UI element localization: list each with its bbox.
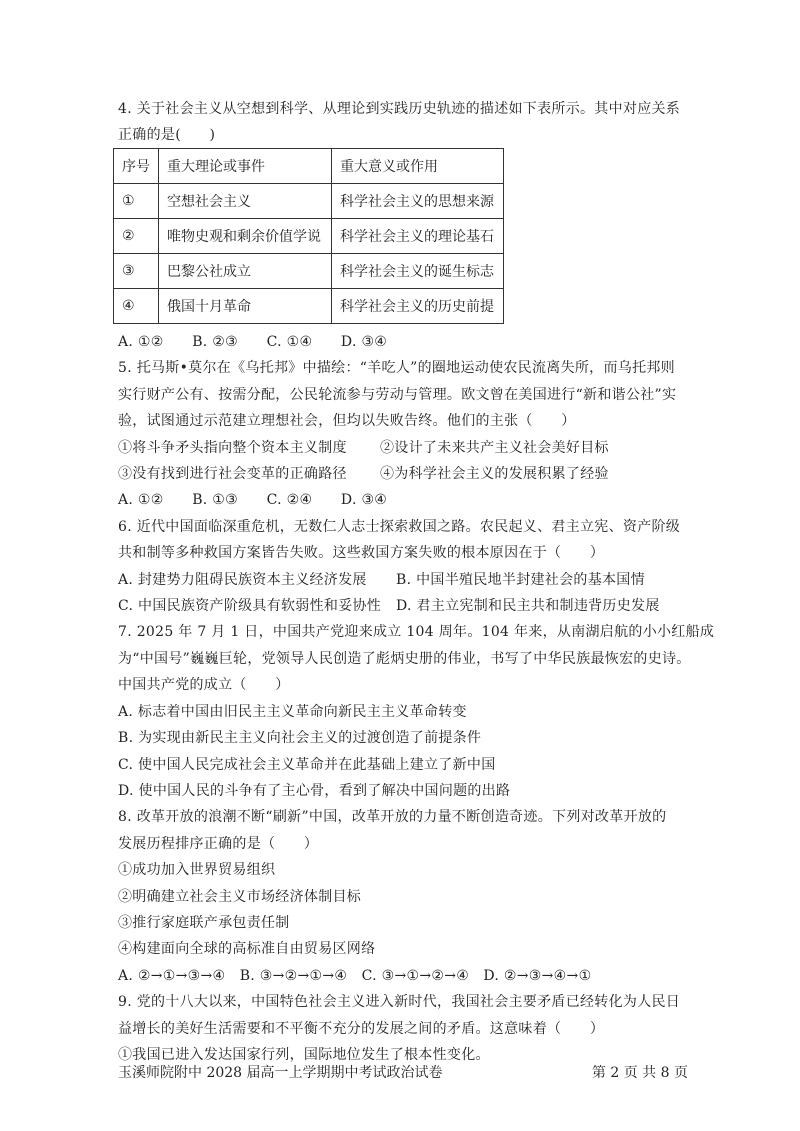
q5-statement: ①将斗争矛头指向整个资本主义制度	[118, 439, 347, 456]
table-cell: 科学社会主义的历史前提	[332, 289, 504, 324]
q4-stem-line: 正确的是( )	[118, 127, 216, 144]
q5-statement: ②设计了未来共产主义社会美好目标	[380, 439, 609, 456]
q7-stem-line: 中国共产党的成立（ ）	[118, 677, 290, 694]
q9-item: ①我国已进入发达国家行列，国际地位发生了根本性变化。	[118, 1046, 490, 1063]
q6-option: B. 中国半殖民地半封建社会的基本国情	[396, 571, 645, 588]
table-cell: 科学社会主义的理论基石	[332, 219, 504, 254]
table-header-row	[114, 149, 504, 184]
q5-stem-line: 5. 托马斯•莫尔在《乌托邦》中描绘：“羊吃人”的圈地运动使农民流离失所，而乌托邦则	[118, 360, 675, 377]
q8-item: ③推行家庭联产承包责任制	[118, 914, 290, 931]
table-cell: 唯物史观和剩余价值学说	[159, 219, 332, 254]
table-row	[114, 184, 504, 219]
q6-option-row	[118, 567, 688, 593]
q7-option: D. 使中国人民的斗争有了主心骨，看到了解决中国问题的出路	[118, 782, 511, 799]
table-header-cell: 重大意义或作用	[332, 149, 504, 184]
table-cell: ④	[114, 289, 159, 324]
q8-item: ①成功加入世界贸易组织	[118, 862, 276, 879]
q8-item: ④构建面向全球的高标准自由贸易区网络	[118, 941, 376, 958]
q6-stem-line: 共和制等多种救国方案皆告失败。这些救国方案失败的根本原因在于（ ）	[118, 545, 605, 562]
q5-statement: ④为科学社会主义的发展积累了经验	[380, 466, 609, 483]
table-cell: 巴黎公社成立	[159, 254, 332, 289]
q6-option: C. 中国民族资产阶级具有软弱性和妥协性	[118, 598, 382, 615]
questions-body	[118, 329, 715, 1068]
question-4-stem	[118, 96, 688, 149]
q5-stem-line: 实行财产公有、按需分配，公民轮流参与劳动与管理。欧文曾在美国进行“新和谐公社”实	[118, 386, 677, 403]
q5-statement-row	[118, 461, 688, 487]
q6-stem-line: 6. 近代中国面临深重危机，无数仁人志士探索救国之路。农民起义、君主立宪、资产阶级	[118, 518, 681, 535]
q5-statement: ③没有找到进行社会变革的正确路径	[118, 466, 347, 483]
q4-options: A. ①② B. ②③ C. ①④ D. ③④	[118, 334, 388, 350]
footer-page-number: 第 2 页 共 8 页	[591, 1065, 688, 1081]
q6-option: D. 君主立宪制和民主共和制违背历史发展	[396, 598, 660, 615]
q7-option: C. 使中国人民完成社会主义革命并在此基础上建立了新中国	[118, 756, 496, 773]
q8-item: ②明确建立社会主义市场经济体制目标	[118, 888, 362, 905]
table-row	[114, 254, 504, 289]
q7-stem-line: 为“中国号”巍巍巨轮，党领导人民创造了彪炳史册的伟业，书写了中华民族最恢宏的史诗。	[118, 650, 691, 667]
q6-option: A. 封建势力阻碍民族资本主义经济发展	[118, 571, 367, 588]
table-cell: ①	[114, 184, 159, 219]
q5-statement-row	[118, 435, 688, 461]
page-footer	[118, 1062, 688, 1082]
question-4-table	[113, 148, 504, 324]
q5-stem-line: 验，试图通过示范建立理想社会，但均以失败告终。他们的主张（ ）	[118, 413, 576, 430]
table-row	[114, 289, 504, 324]
q7-option: B. 为实现由新民主主义向社会主义的过渡创造了前提条件	[118, 730, 482, 747]
table-cell: 俄国十月革命	[159, 289, 332, 324]
table-cell: ②	[114, 219, 159, 254]
table-header-cell: 重大理论或事件	[159, 149, 332, 184]
table-cell: 空想社会主义	[159, 184, 332, 219]
q8-options: A. ②→①→③→④ B. ③→②→①→④ C. ③→①→②→④ D. ②→③→④→①	[118, 967, 592, 984]
table-cell: 科学社会主义的思想来源	[332, 184, 504, 219]
footer-exam-title: 玉溪师院附中 2028 届高一上学期期中考试政治试卷	[118, 1065, 443, 1081]
q7-stem-line: 7. 2025 年 7 月 1 日，中国共产党迎来成立 104 周年。104 年来，从南湖启航的小小红船成	[118, 624, 715, 641]
table-cell: 科学社会主义的诞生标志	[332, 254, 504, 289]
table-row	[114, 219, 504, 254]
table-cell: ③	[114, 254, 159, 289]
q9-stem-line: 9. 党的十八大以来，中国特色社会主义进入新时代，我国社会主要矛盾已经转化为人民日	[118, 994, 681, 1011]
q4-stem-line: 4. 关于社会主义从空想到科学、从理论到实践历史轨迹的描述如下表所示。其中对应关系	[118, 101, 681, 117]
q8-stem-line: 发展历程排序正确的是（ ）	[118, 835, 319, 852]
table-header-cell: 序号	[114, 149, 159, 184]
q9-stem-line: 益增长的美好生活需要和不平衡不充分的发展之间的矛盾。这意味着（ ）	[118, 1020, 605, 1037]
q5-options: A. ①② B. ①③ C. ②④ D. ③④	[118, 492, 388, 509]
q6-option-row	[118, 593, 688, 619]
q8-stem-line: 8. 改革开放的浪潮不断“刷新”中国，改革开放的力量不断创造奇迹。下列对改革开放的	[118, 809, 667, 826]
q7-option: A. 标志着中国由旧民主主义革命向新民主主义革命转变	[118, 703, 467, 720]
